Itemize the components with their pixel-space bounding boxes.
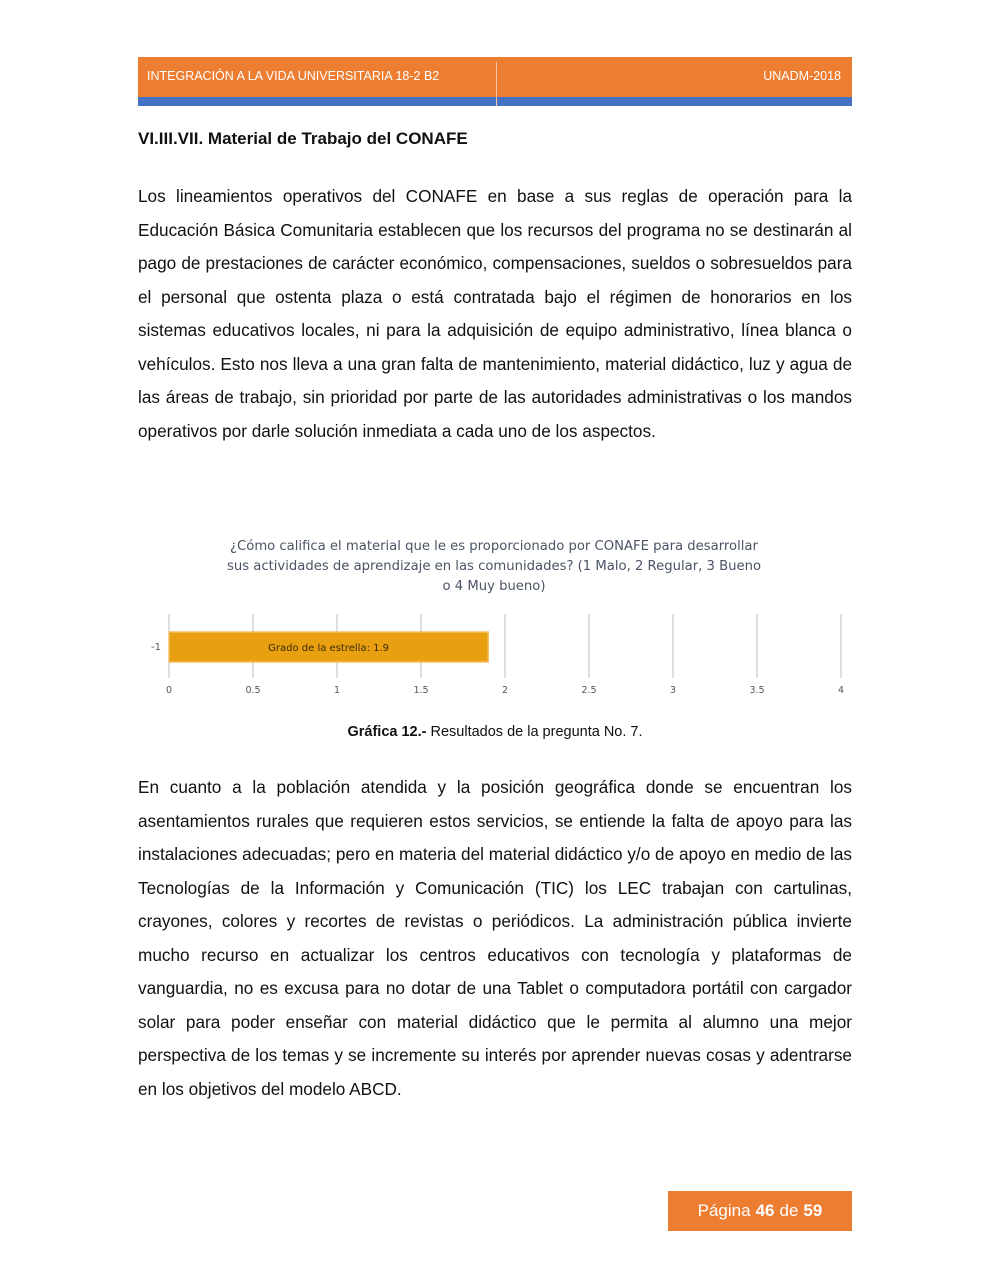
chart-svg xyxy=(140,530,855,700)
x-tick-label: 2.5 xyxy=(581,685,597,696)
header-course-title: INTEGRACIÓN A LA VIDA UNIVERSITARIA 18-2 B2 xyxy=(147,69,440,83)
bar-data-label: Grado de la estrella: 1.9 xyxy=(268,643,390,654)
paragraph-1: Los lineamientos operativos del CONAFE en base a sus reglas de operación para la Educación Básica Comunitaria establecen que los recursos del programa no se destinarán al pago de prestaciones de carácter económico, compensaciones, sueldos o sobresueldos para el personal que ostenta plaza o está contratada bajo el régimen de honorarios en los sistemas educativos locales, ni para la adquisición de equipo administrativo, línea blanca o vehículos. Esto nos lleva a una gran falta de mantenimiento, material didáctico, luz y agua de las áreas de trabajo, sin prioridad por parte de las autoridades administrativas o los mandos operativos por darle solución inmediata a cada uno de los aspectos. xyxy=(138,186,852,441)
section-title: VI.III.VII. Material de Trabajo del CONAFE xyxy=(138,129,468,148)
y-category-label: -1 xyxy=(151,642,161,653)
x-tick-label: 0 xyxy=(165,685,173,696)
chart-title-line: ¿Cómo califica el material que le es proporcionado por CONAFE para desarrollar xyxy=(230,539,758,554)
x-tick-label: 3 xyxy=(669,685,677,696)
x-tick-label: 2 xyxy=(501,685,509,696)
page-label: Página xyxy=(697,1201,751,1220)
header-divider xyxy=(496,62,497,106)
chart-title-line: sus actividades de aprendizaje en las comunidades? (1 Malo, 2 Regular, 3 Bueno xyxy=(226,559,762,574)
caption-text: Resultados de la pregunta No. 7. xyxy=(426,724,643,740)
x-tick-label: 0.5 xyxy=(245,685,261,696)
x-tick-label: 3.5 xyxy=(749,685,765,696)
x-tick-label: 1 xyxy=(333,685,341,696)
header-institution: UNADM-2018 xyxy=(763,69,841,83)
page-of-label: de xyxy=(779,1201,799,1220)
paragraph-2: En cuanto a la población atendida y la posición geográfica donde se encuentran los asentamientos rurales que requieren estos servicios, se entiende la falta de apoyo para las instalaciones adecuadas; pero en materia del material didáctico y/o de apoyo en medio de las Tecnologías de la Información y Comunicación (TIC) los LEC trabajan con cartulinas, crayones, colores y recortes de revistas o periódicos. La administración pública invierte mucho recurso en actualizar los centros educativos con tecnología y plataformas de vanguardia, no es excusa para no dotar de una Tablet o computadora portátil con cargador solar para poder enseñar con material didáctico que le permita al alumno una mejor perspectiva de los temas y se incremente su interés por aprender nuevas cosas y adentrarse en los objetivos del modelo ABCD. xyxy=(138,777,852,1099)
figure-caption xyxy=(0,724,990,740)
rating-chart xyxy=(140,530,855,700)
total-pages: 59 xyxy=(803,1201,823,1220)
x-tick-label: 4 xyxy=(837,685,845,696)
caption-label: Gráfica 12.- xyxy=(347,724,427,740)
x-tick-label: 1.5 xyxy=(413,685,429,696)
header-accent-bar xyxy=(138,97,852,106)
current-page: 46 xyxy=(755,1201,775,1220)
page-number-box xyxy=(668,1191,852,1231)
chart-title-line: o 4 Muy bueno) xyxy=(442,579,546,594)
